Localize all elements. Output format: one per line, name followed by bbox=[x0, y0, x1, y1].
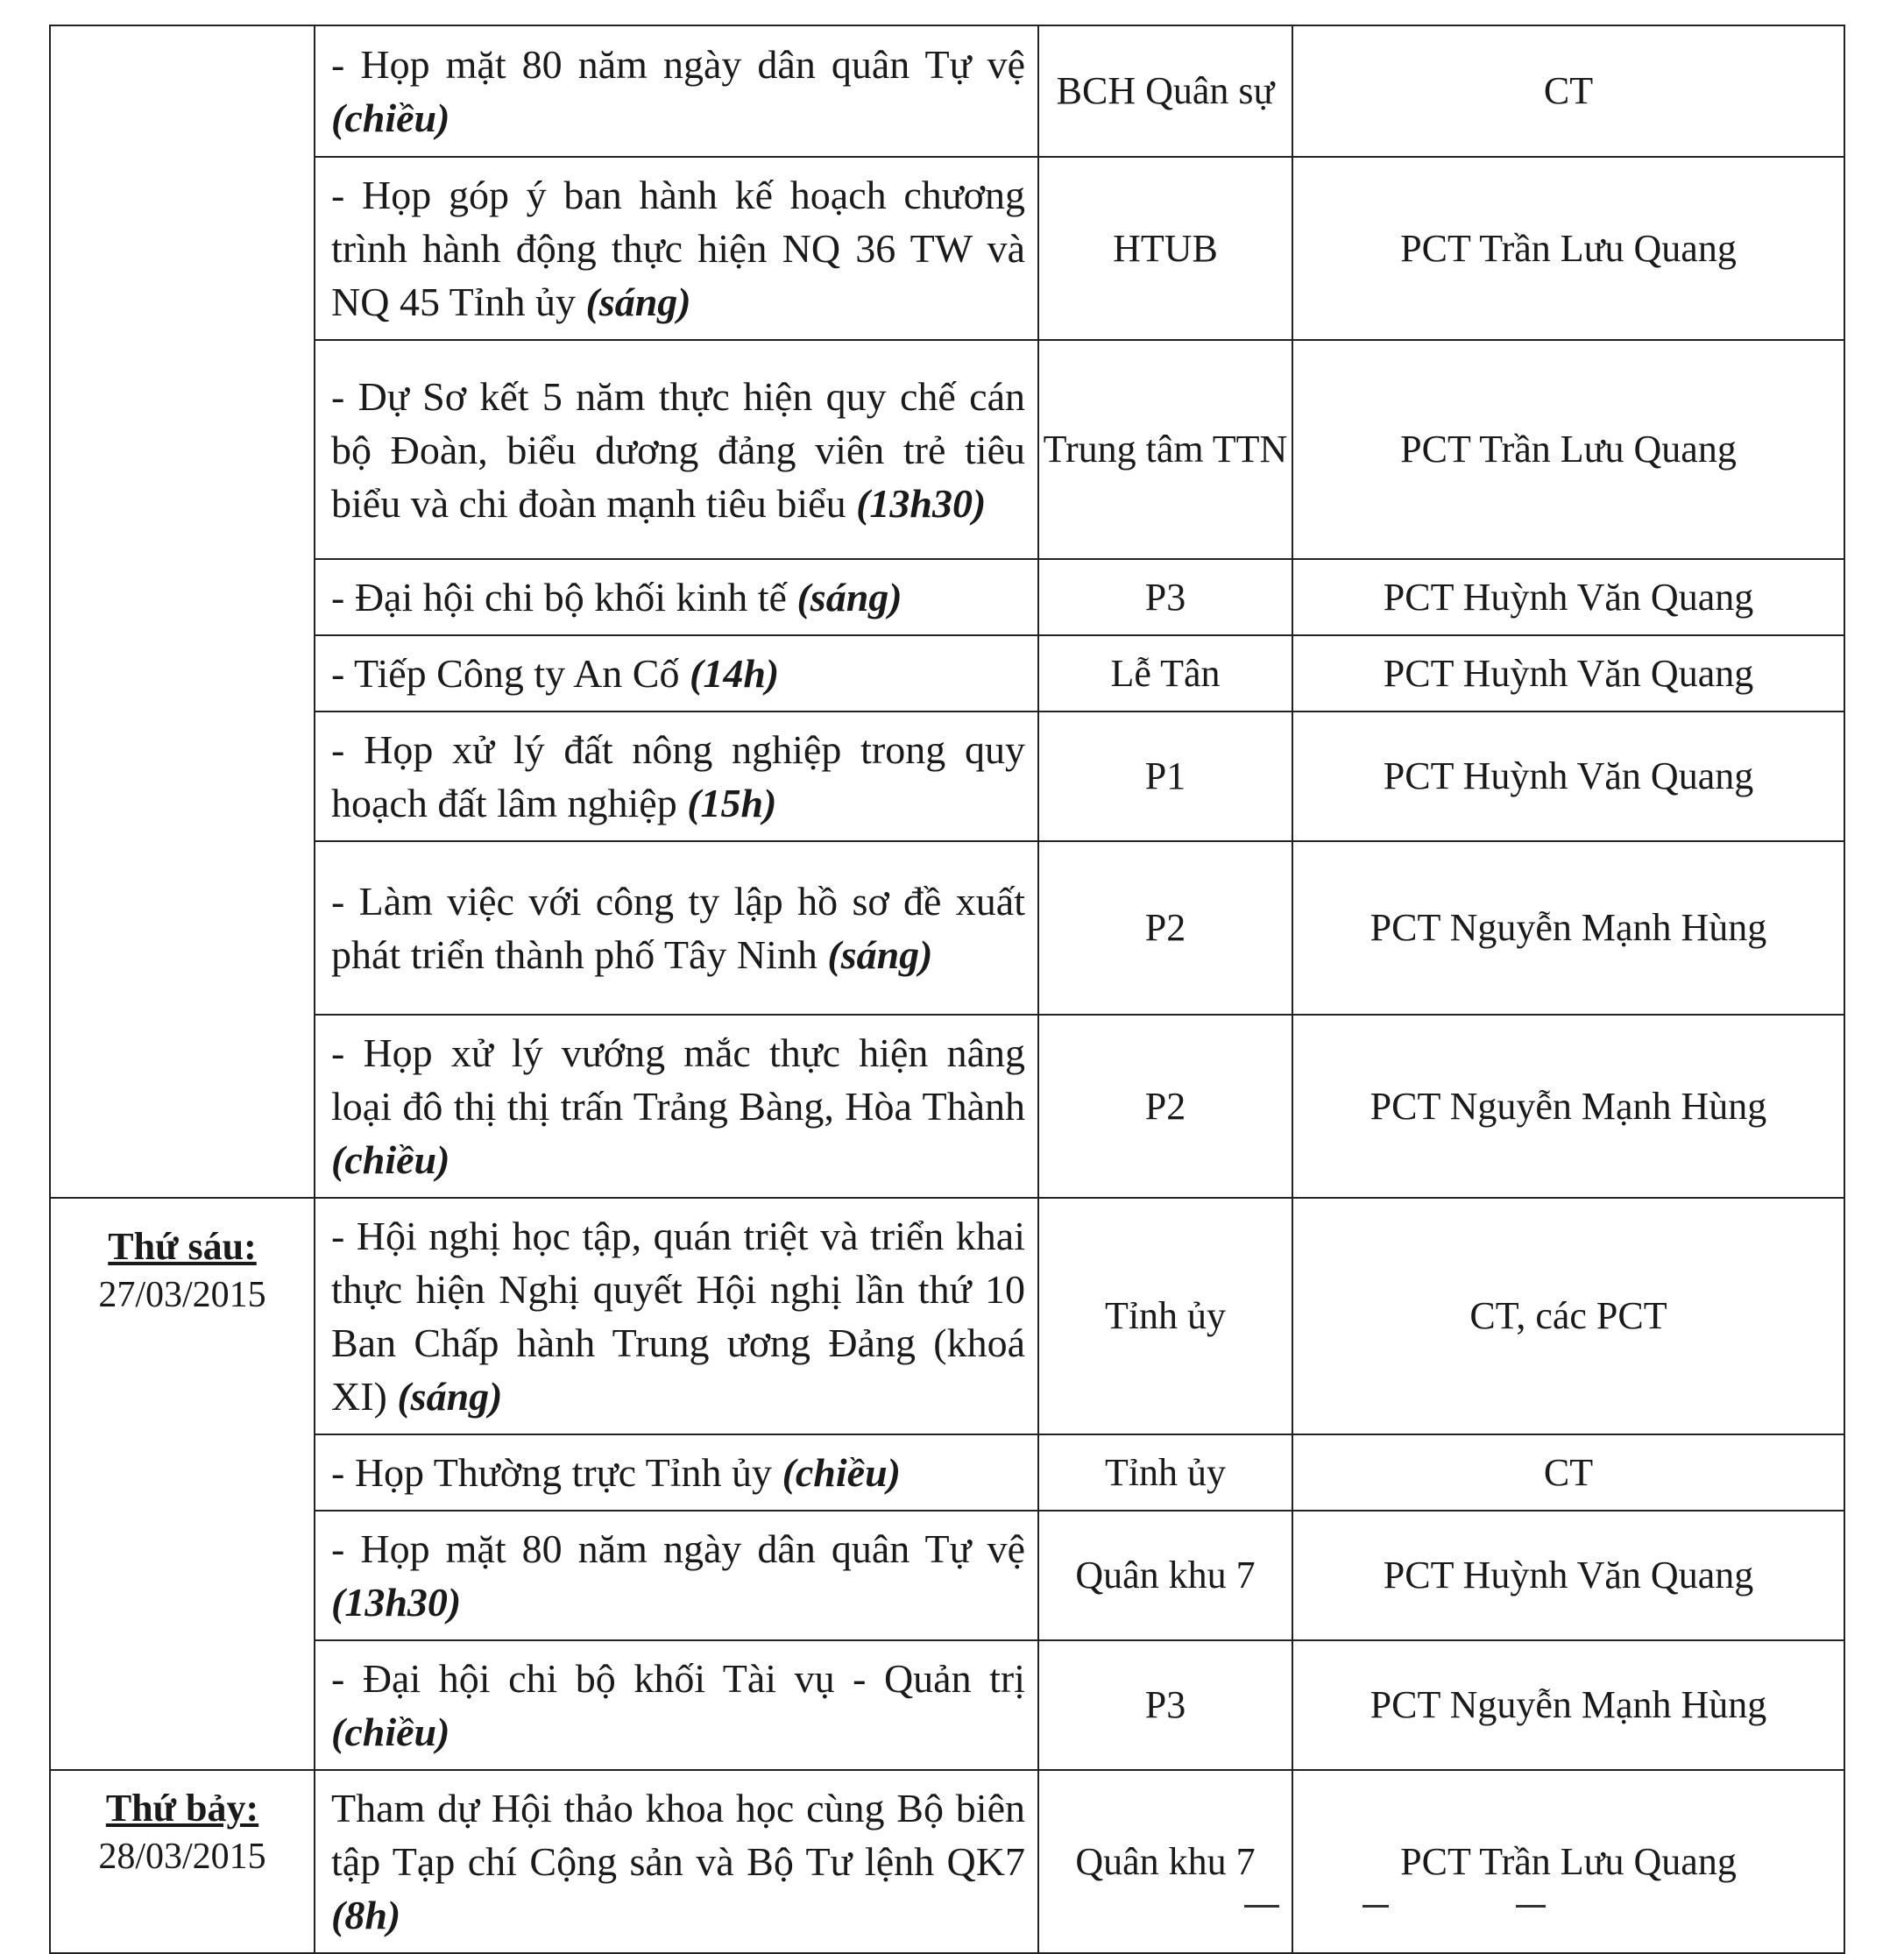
activity-cell: Tham dự Hội thảo khoa học cùng Bộ biên tập Tạp chí Cộng sản và Bộ Tư lệnh QK7 (8h) bbox=[315, 1770, 1038, 1953]
unit-cell: Tỉnh ủy bbox=[1038, 1198, 1292, 1434]
day-cell-empty bbox=[50, 25, 315, 1198]
activity-cell: - Họp mặt 80 năm ngày dân quân Tự vệ (13h30) bbox=[315, 1511, 1038, 1640]
table-row bbox=[50, 841, 1844, 1015]
table-row bbox=[50, 635, 1844, 712]
unit-cell: Trung tâm TTN bbox=[1038, 340, 1292, 559]
unit-cell: P2 bbox=[1038, 841, 1292, 1015]
lead-cell: PCT Huỳnh Văn Quang bbox=[1292, 559, 1844, 635]
table-row bbox=[50, 1434, 1844, 1511]
lead-cell: PCT Huỳnh Văn Quang bbox=[1292, 635, 1844, 712]
activity-cell: - Đại hội chi bộ khối kinh tế (sáng) bbox=[315, 559, 1038, 635]
lead-cell: CT bbox=[1292, 1434, 1844, 1511]
unit-cell: HTUB bbox=[1038, 157, 1292, 340]
lead-cell: PCT Huỳnh Văn Quang bbox=[1292, 1511, 1844, 1640]
table-row bbox=[50, 25, 1844, 157]
table-row bbox=[50, 712, 1844, 841]
activity-cell: - Họp xử lý vướng mắc thực hiện nâng loại đô thị thị trấn Trảng Bàng, Hòa Thành (chiều) bbox=[315, 1015, 1038, 1198]
day-date: 27/03/2015 bbox=[98, 1275, 266, 1315]
day-cell-friday bbox=[50, 1198, 315, 1770]
unit-cell: Quân khu 7 bbox=[1038, 1511, 1292, 1640]
table-row bbox=[50, 157, 1844, 340]
activity-cell: - Đại hội chi bộ khối Tài vụ - Quản trị (chiều) bbox=[315, 1640, 1038, 1770]
unit-cell: P3 bbox=[1038, 1640, 1292, 1770]
activity-cell: - Làm việc với công ty lập hồ sơ đề xuất phát triển thành phố Tây Ninh (sáng) bbox=[315, 841, 1038, 1015]
lead-cell: PCT Trần Lưu Quang bbox=[1292, 157, 1844, 340]
unit-cell: Tỉnh ủy bbox=[1038, 1434, 1292, 1511]
activity-cell: - Dự Sơ kết 5 năm thực hiện quy chế cán bộ Đoàn, biểu dương đảng viên trẻ tiêu biểu và chi đoàn mạnh tiêu biểu (13h30) bbox=[315, 340, 1038, 559]
lead-cell: PCT Trần Lưu Quang bbox=[1292, 340, 1844, 559]
unit-cell: Lễ Tân bbox=[1038, 635, 1292, 712]
unit-cell: P2 bbox=[1038, 1015, 1292, 1198]
table-row bbox=[50, 1640, 1844, 1770]
lead-cell: PCT Nguyễn Mạnh Hùng bbox=[1292, 1015, 1844, 1198]
lead-cell: CT bbox=[1292, 25, 1844, 157]
lead-cell: CT, các PCT bbox=[1292, 1198, 1844, 1434]
cropped-next-line bbox=[0, 1901, 1904, 1929]
unit-cell: Quân khu 7 bbox=[1038, 1770, 1292, 1953]
activity-cell: - Hội nghị học tập, quán triệt và triển khai thực hiện Nghị quyết Hội nghị lần thứ 10 Ban Chấp hành Trung ương Đảng (khoá XI) (sáng) bbox=[315, 1198, 1038, 1434]
unit-cell: P1 bbox=[1038, 712, 1292, 841]
schedule-table bbox=[49, 25, 1845, 1954]
table-row bbox=[50, 340, 1844, 559]
lead-cell: PCT Trần Lưu Quang bbox=[1292, 1770, 1844, 1953]
day-name: Thứ sáu: bbox=[108, 1225, 257, 1268]
activity-cell: - Họp xử lý đất nông nghiệp trong quy hoạch đất lâm nghiệp (15h) bbox=[315, 712, 1038, 841]
activity-cell: - Họp góp ý ban hành kế hoạch chương trình hành động thực hiện NQ 36 TW và NQ 45 Tỉnh ủy (sáng) bbox=[315, 157, 1038, 340]
table-row bbox=[50, 1198, 1844, 1434]
activity-cell: - Tiếp Công ty An Cố (14h) bbox=[315, 635, 1038, 712]
lead-cell: PCT Huỳnh Văn Quang bbox=[1292, 712, 1844, 841]
unit-cell: P3 bbox=[1038, 559, 1292, 635]
cropped-text-fragment bbox=[1516, 1905, 1546, 1927]
lead-cell: PCT Nguyễn Mạnh Hùng bbox=[1292, 841, 1844, 1015]
table-row bbox=[50, 559, 1844, 635]
activity-cell: - Họp Thường trực Tỉnh ủy (chiều) bbox=[315, 1434, 1038, 1511]
unit-cell: BCH Quân sự bbox=[1038, 25, 1292, 157]
cropped-text-fragment bbox=[1363, 1905, 1389, 1927]
day-name: Thứ bảy: bbox=[105, 1787, 259, 1830]
table-row bbox=[50, 1511, 1844, 1640]
cropped-text-fragment bbox=[1244, 1905, 1279, 1927]
lead-cell: PCT Nguyễn Mạnh Hùng bbox=[1292, 1640, 1844, 1770]
table-row bbox=[50, 1015, 1844, 1198]
day-date: 28/03/2015 bbox=[98, 1837, 266, 1877]
activity-cell: - Họp mặt 80 năm ngày dân quân Tự vệ (chiều) bbox=[315, 25, 1038, 157]
